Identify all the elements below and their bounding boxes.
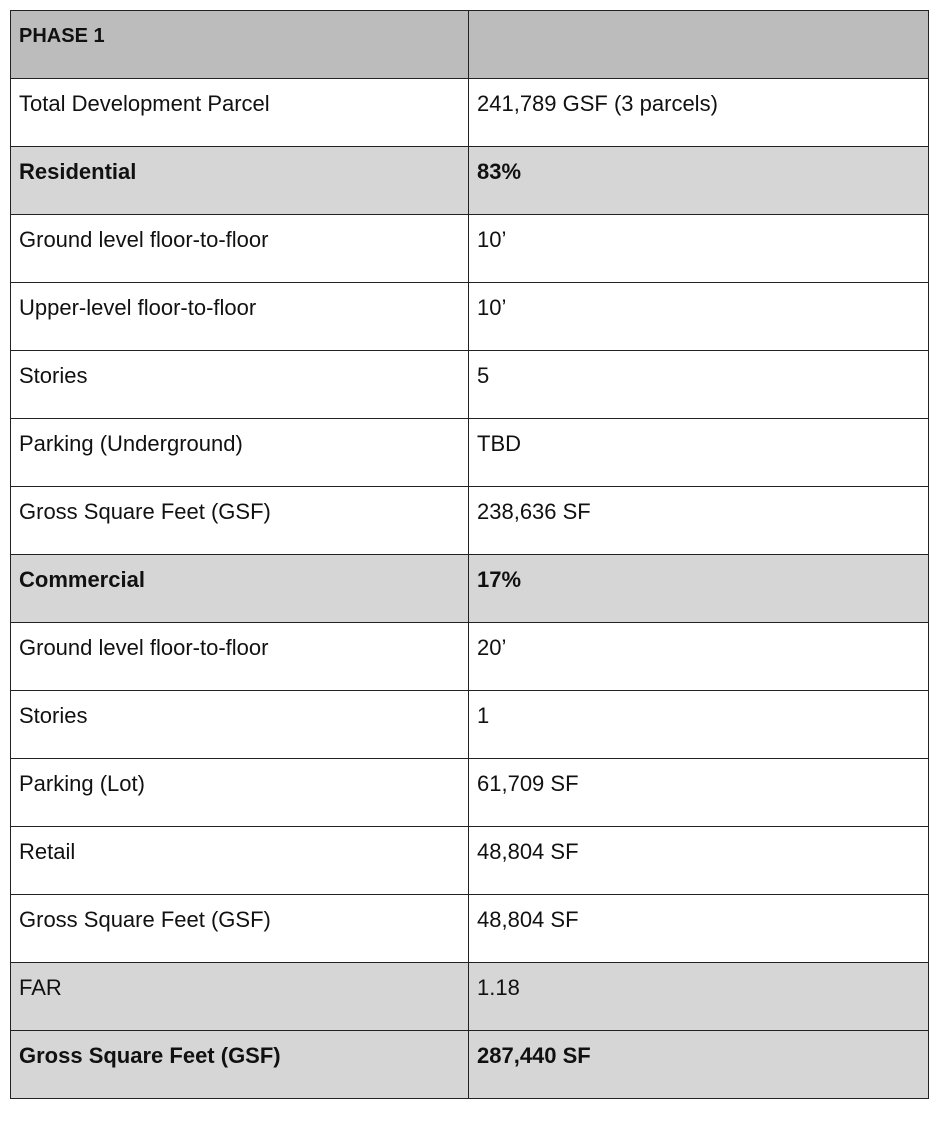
row-label: Total Development Parcel [11,79,469,147]
table-row [11,827,929,895]
table-row [11,283,929,351]
table-row [11,691,929,759]
row-label: FAR [11,963,469,1031]
row-label: Parking (Lot) [11,759,469,827]
row-label: Stories [11,691,469,759]
table-row [11,895,929,963]
row-value: 48,804 SF [469,827,929,895]
table-row [11,351,929,419]
row-label: Gross Square Feet (GSF) [11,487,469,555]
row-label: Gross Square Feet (GSF) [11,895,469,963]
row-value: 61,709 SF [469,759,929,827]
table-row [11,487,929,555]
row-value: 83% [469,147,929,215]
section-row-residential [11,147,929,215]
row-label: Parking (Underground) [11,419,469,487]
far-row [11,963,929,1031]
table-row [11,215,929,283]
row-value: 20’ [469,623,929,691]
row-value: 48,804 SF [469,895,929,963]
table-row [11,759,929,827]
row-label: Stories [11,351,469,419]
table-header-row [11,11,929,79]
phase-1-table [10,10,929,1099]
row-value: 17% [469,555,929,623]
row-value: 287,440 SF [469,1031,929,1099]
row-value: 1 [469,691,929,759]
row-label: Gross Square Feet (GSF) [11,1031,469,1099]
row-label: Upper-level floor-to-floor [11,283,469,351]
total-row [11,1031,929,1099]
row-value: TBD [469,419,929,487]
row-label: Ground level floor-to-floor [11,215,469,283]
row-value: 241,789 GSF (3 parcels) [469,79,929,147]
header-label-cell: PHASE 1 [11,11,469,79]
table-row [11,419,929,487]
row-label: Retail [11,827,469,895]
header-value-cell [469,11,929,79]
row-value: 5 [469,351,929,419]
row-value: 1.18 [469,963,929,1031]
row-value: 238,636 SF [469,487,929,555]
row-label: Commercial [11,555,469,623]
row-label: Residential [11,147,469,215]
row-label: Ground level floor-to-floor [11,623,469,691]
table-row [11,79,929,147]
table-row [11,623,929,691]
row-value: 10’ [469,215,929,283]
section-row-commercial [11,555,929,623]
row-value: 10’ [469,283,929,351]
